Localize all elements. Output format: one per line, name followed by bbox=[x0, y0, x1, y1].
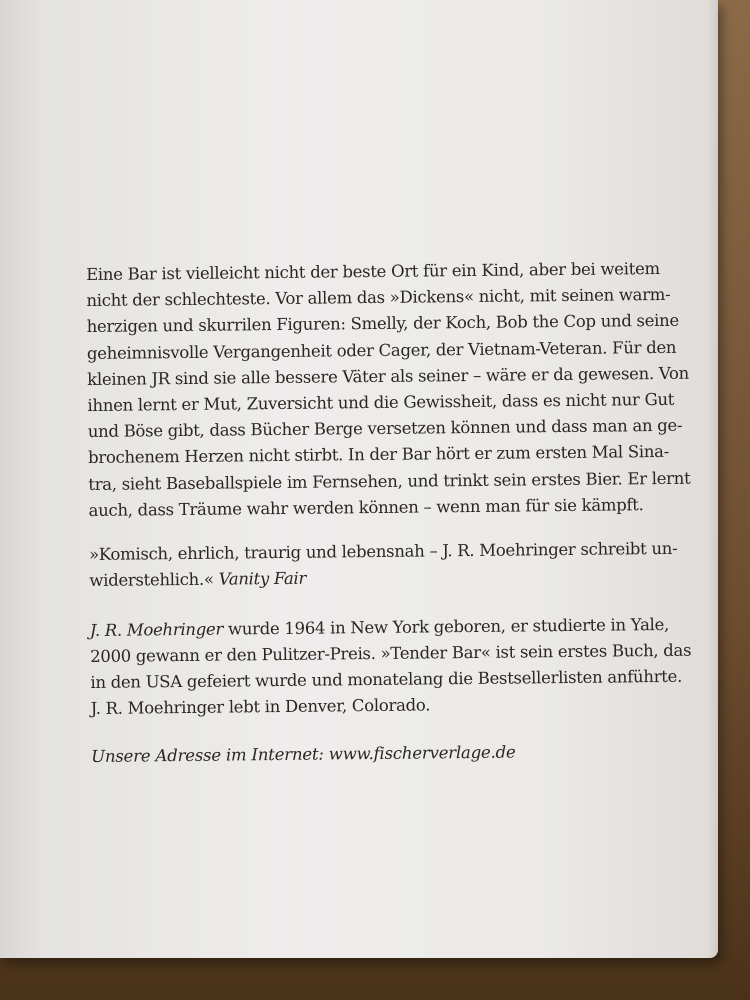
blurb-line: ihnen lernt er Mut, Zuversicht und die Gewissheit, dass es nicht nur Gut bbox=[87, 389, 675, 416]
author-name: J. R. Moehringer bbox=[89, 619, 224, 641]
page-edge-shadow bbox=[708, 0, 718, 958]
blurb-line: auch, dass Träume wahr werden können – wenn man für sie kämpft. bbox=[88, 495, 644, 520]
blurb-line: Eine Bar ist vielleicht nicht der beste Ort für ein Kind, aber bei weitem bbox=[86, 258, 660, 284]
blurb-line: herzigen und skurrilen Figuren: Smelly, der Koch, Bob the Cop und seine bbox=[86, 311, 679, 337]
blurb-paragraph bbox=[86, 256, 689, 524]
quote-line: »Komisch, ehrlich, traurig und lebensnah – J. R. Moehringer schreibt un- bbox=[88, 538, 678, 565]
blurb-line: geheimnisvolle Vergangenheit oder Cager, der Vietnam-Veteran. Für den bbox=[86, 337, 677, 363]
blurb-line: kleinen JR sind sie alle bessere Väter als seiner – wäre er da gewesen. Von bbox=[87, 363, 689, 389]
blurb-line: nicht der schlechteste. Vor allem das »Dickens« nicht, mit seinen warm- bbox=[86, 285, 671, 311]
publisher-web-address: Unsere Adresse im Internet: www.fischerverlage.de bbox=[91, 742, 516, 767]
bio-line-rest: wurde 1964 in New York geboren, er studierte in Yale, bbox=[222, 614, 670, 639]
blurb-line: brochenem Herzen nicht stirbt. In der Bar hört er zum ersten Mal Sina- bbox=[87, 442, 670, 468]
bio-line: in den USA gefeiert wurde und monatelang die Bestsellerlisten anführte. bbox=[90, 666, 683, 693]
author-bio bbox=[90, 612, 691, 722]
page-text-block bbox=[86, 256, 691, 770]
quote-line-with-source bbox=[89, 562, 689, 594]
quote-line: widerstehlich.« bbox=[89, 569, 214, 591]
blurb-line: und Böse gibt, dass Bücher Berge versetzen können und dass man an ge- bbox=[87, 415, 683, 442]
bio-line: J. R. Moehringer lebt in Denver, Colorado. bbox=[90, 695, 431, 719]
review-quote bbox=[89, 536, 690, 594]
blurb-line: tra, sieht Baseballspiele im Fernsehen, und trinkt sein erstes Bier. Er lernt bbox=[88, 468, 691, 494]
quote-source: Vanity Fair bbox=[218, 568, 307, 589]
bio-line: 2000 gewann er den Pulitzer-Preis. »Tender Bar« ist sein erstes Buch, das bbox=[90, 640, 692, 667]
